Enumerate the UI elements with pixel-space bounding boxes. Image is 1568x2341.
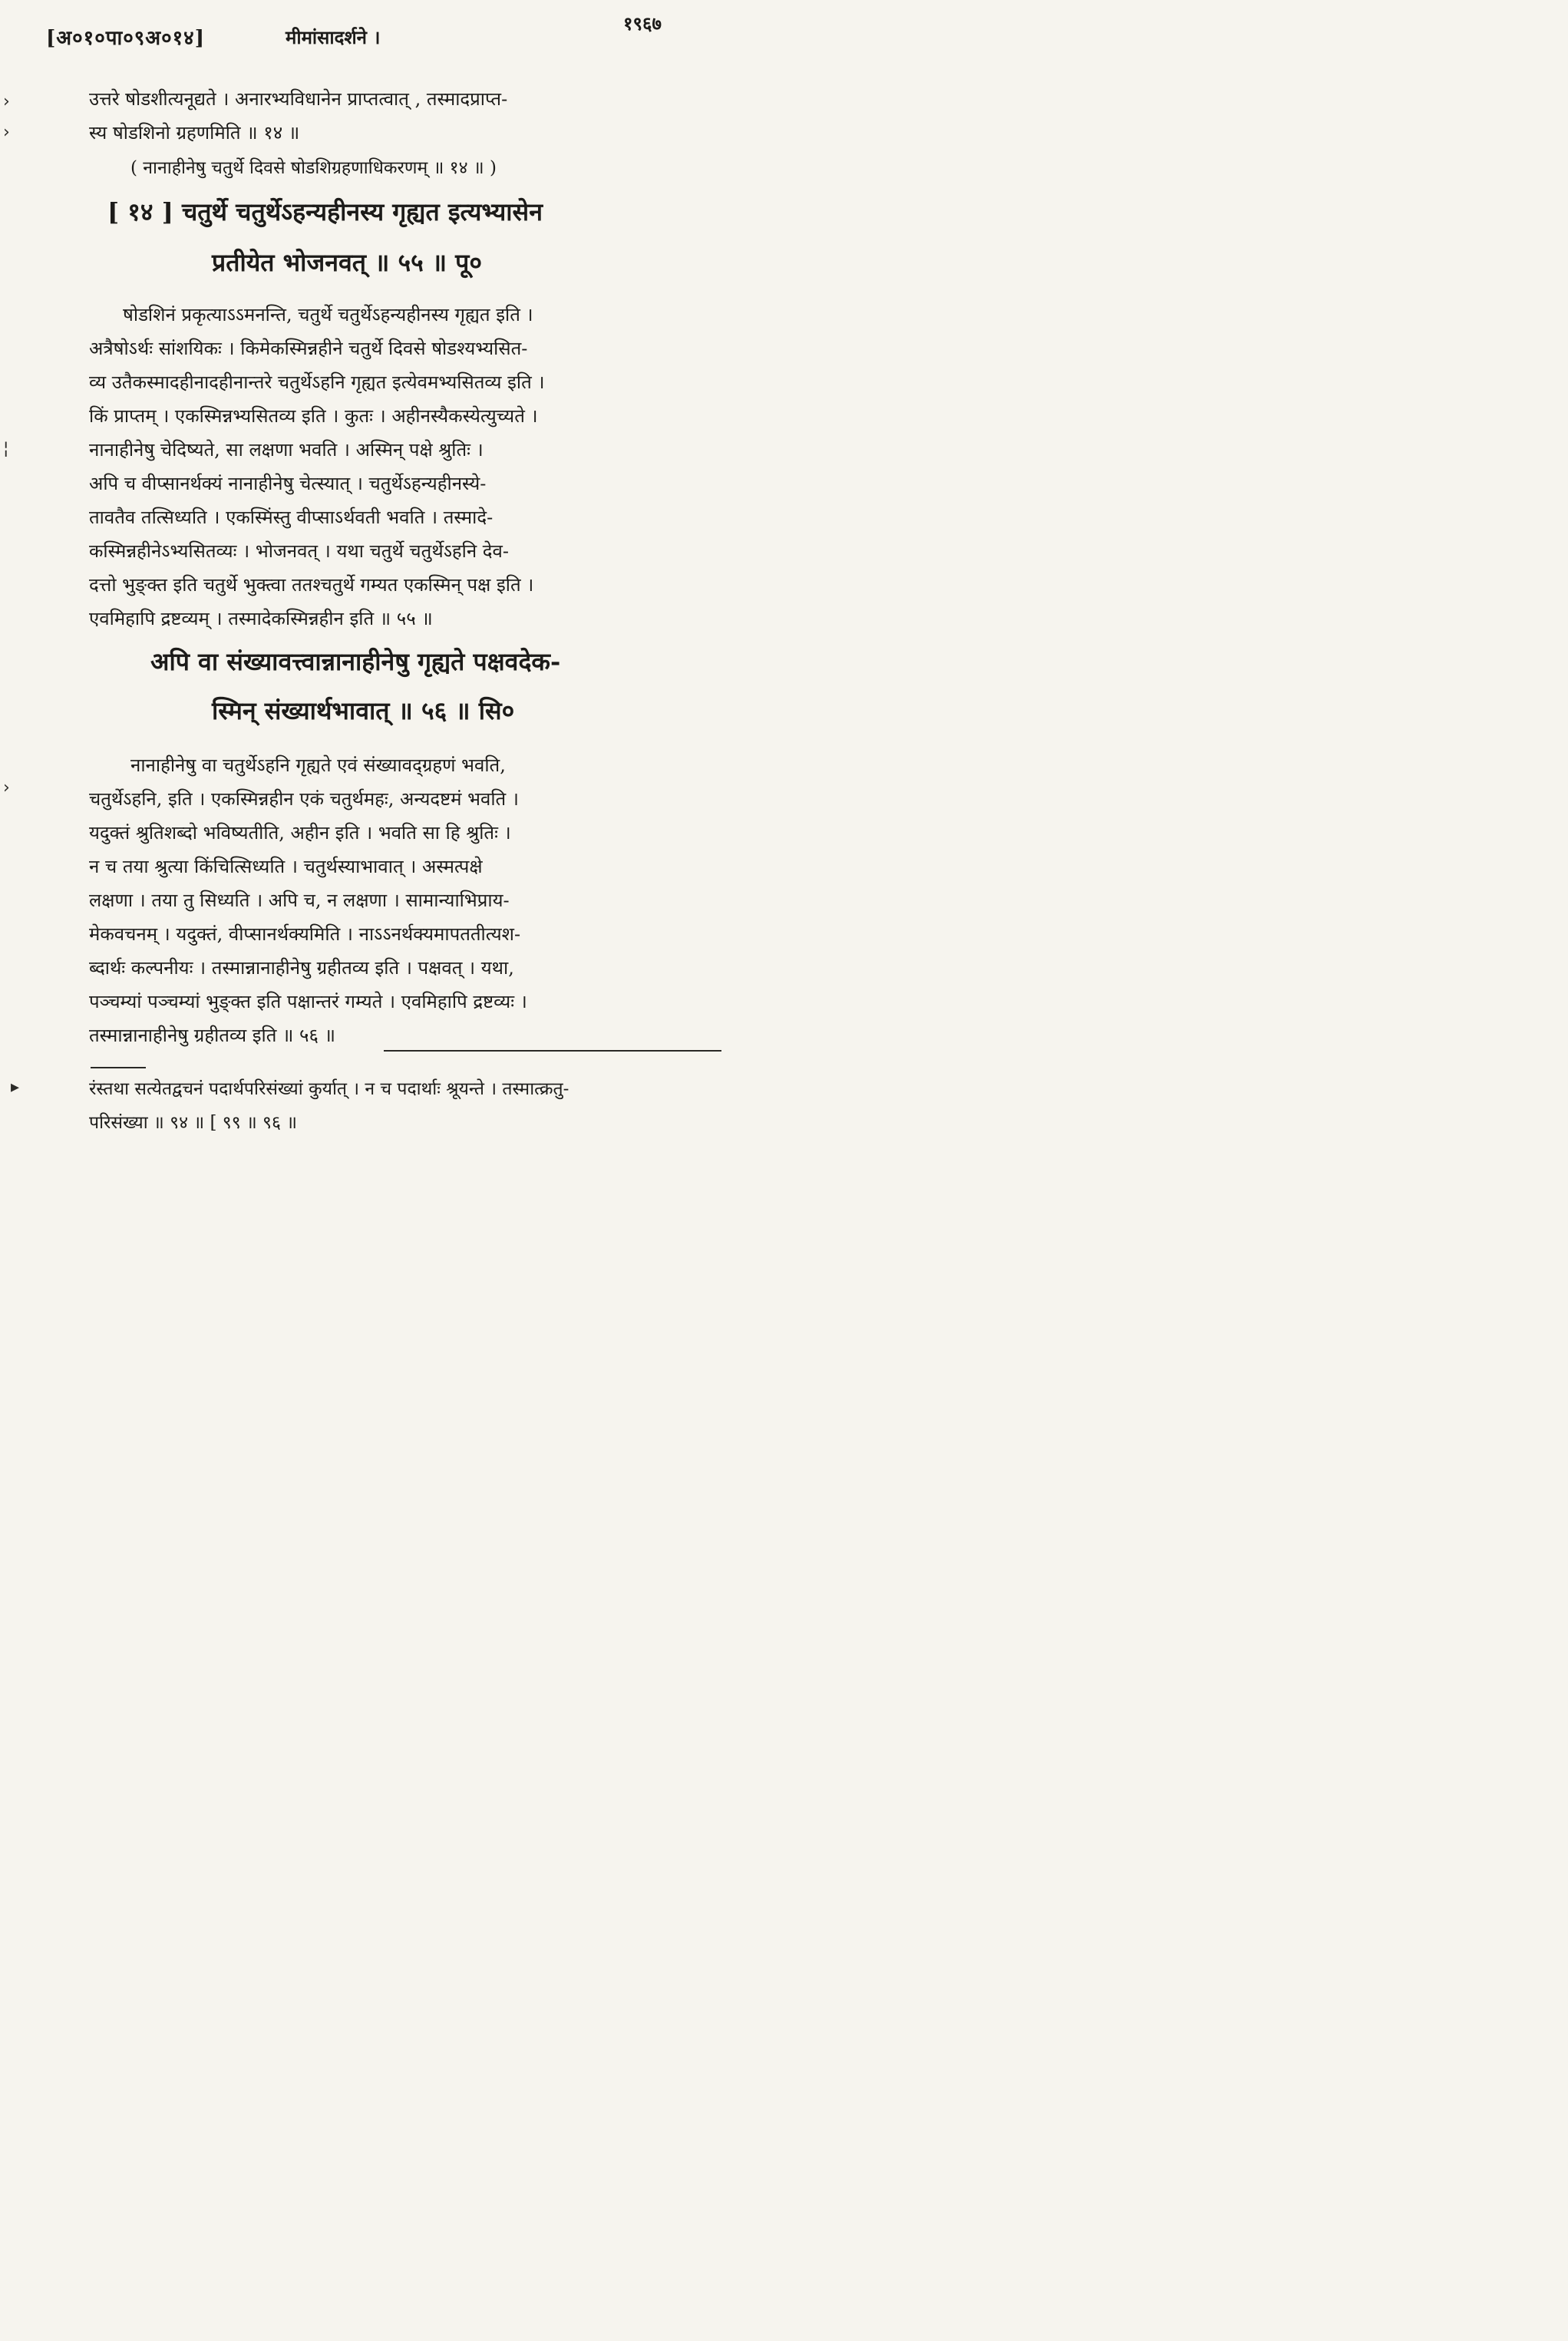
text-line: तस्मान्नानाहीनेषु ग्रहीतव्य इति ॥ ५६ ॥ [89,1025,336,1046]
margin-mark: › [3,92,10,111]
section-reference: [अ०१०पा०९अ०१४] [46,27,205,50]
text-line: लक्षणा । तया तु सिध्यति । अपि च, न लक्षणा । सामान्याभिप्राय- [89,890,510,911]
footnote-line: परिसंख्या ॥ ९४ ॥ [ ९९ ॥ ९६ ॥ [89,1113,298,1133]
text-line: किं प्राप्तम् । एकस्मिन्नभ्यसितव्य इति । कुतः । अहीनस्यैकस्येत्युच्यते । [89,405,538,427]
text-line: एवमिहापि द्रष्टव्यम् । तस्मादेकस्मिन्नहीन इति ॥ ५५ ॥ [89,608,433,629]
text-line: पञ्चम्यां पञ्चम्यां भुङ्क्त इति पक्षान्तरं गम्यते । एवमिहापि द्रष्टव्यः । [89,991,527,1012]
text-line: नानाहीनेषु वा चतुर्थेऽहनि गृह्यते एवं संख्यावद्ग्रहणं भवति, [130,754,506,776]
running-title: मीमांसादर्शने । [286,26,381,48]
text-line: दत्तो भुङ्क्त इति चतुर्थे भुक्त्वा ततश्चतुर्थे गम्यत एकस्मिन् पक्ष इति । [89,574,534,596]
margin-mark: › [3,123,10,142]
adhikarana-title: ( नानाहीनेषु चतुर्थे दिवसे षोडशिग्रहणाधिकरणम् ॥ १४ ॥ ) [130,158,497,178]
text-line: तावतैव तत्सिध्यति । एकस्मिंस्तु वीप्साऽर्थवती भवति । तस्मादे- [89,507,494,528]
footnote-rule [91,1067,146,1068]
text-line: षोडशिनं प्रकृत्याऽऽमनन्ति, चतुर्थे चतुर्थेऽहन्यहीनस्य गृह्यत इति । [123,304,533,325]
footnote-line: रंस्तथा सत्येतद्वचनं पदार्थपरिसंख्यां कुर्यात् । न च पदार्थाः श्रूयन्ते । तस्मात्क्रतु- [89,1079,569,1099]
text-line: स्य षोडशिनो ग्रहणमिति ॥ १४ ॥ [89,122,300,144]
section-divider [384,1050,721,1052]
text-line: चतुर्थेऽहनि, इति । एकस्मिन्नहीन एकं चतुर्थमहः, अन्यदष्टमं भवति । [89,788,519,810]
margin-mark: › [3,778,10,797]
sutra-line: अपि वा संख्यावत्त्वान्नानाहीनेषु गृह्यते पक्षवदेक- [150,647,561,676]
sutra-line: स्मिन् संख्यार्थभावात् ॥ ५६ ॥ सि० [212,696,515,725]
text-line: न च तया श्रुत्या किंचित्सिध्यति । चतुर्थस्याभावात् । अस्मत्पक्षे [89,856,483,877]
sutra-line: प्रतीयेत भोजनवत् ॥ ५५ ॥ पू० [212,248,482,277]
text-line: मेकवचनम् । यदुक्तं, वीप्सानर्थक्यमिति । नाऽऽनर्थक्यमापततीत्यश- [89,923,521,945]
text-line: उत्तरे षोडशीत्यनूद्यते । अनारभ्यविधानेन प्राप्तत्वात् , तस्मादप्राप्त- [89,88,508,110]
text-line: ब्दार्थः कल्पनीयः । तस्मान्नानाहीनेषु ग्रहीतव्य इति । पक्षवत् । यथा, [89,957,514,979]
sutra-line: [ १४ ] चतुर्थे चतुर्थेऽहन्यहीनस्य गृह्यत इत्यभ्यासेन [107,197,543,226]
page-number: १९६७ [623,12,662,35]
margin-mark: ▸ [11,1078,20,1097]
margin-mark: ¦ [3,439,9,458]
text-line: अपि च वीप्सानर्थक्यं नानाहीनेषु चेत्स्यात् । चतुर्थेऽहन्यहीनस्ये- [89,473,487,494]
text-line: व्य उतैकस्मादहीनादहीनान्तरे चतुर्थेऽहनि गृह्यत इत्येवमभ्यसितव्य इति । [89,371,545,393]
text-line: यदुक्तं श्रुतिशब्दो भविष्यतीति, अहीन इति । भवति सा हि श्रुतिः । [89,822,511,844]
text-line: कस्मिन्नहीनेऽभ्यसितव्यः । भोजनवत् । यथा चतुर्थे चतुर्थेऽहनि देव- [89,540,510,562]
page-header [46,23,698,54]
scanned-page [0,0,806,1204]
text-line: अत्रैषोऽर्थः सांशयिकः । किमेकस्मिन्नहीने चतुर्थे दिवसे षोडश्यभ्यसित- [89,338,528,359]
text-line: नानाहीनेषु चेदिष्यते, सा लक्षणा भवति । अस्मिन् पक्षे श्रुतिः । [89,439,484,461]
